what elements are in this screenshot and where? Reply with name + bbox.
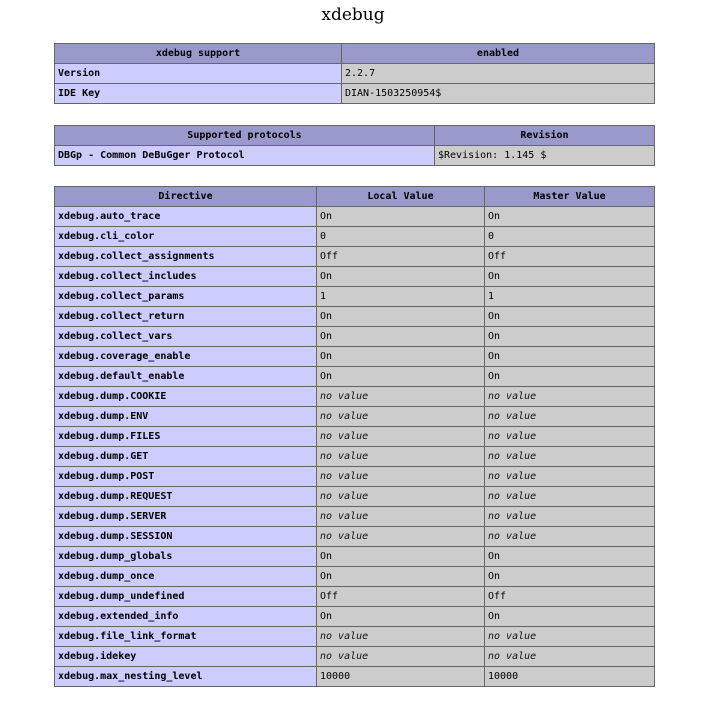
table-row <box>55 467 655 487</box>
local-value: On <box>317 547 485 567</box>
table-row <box>55 207 655 227</box>
table-row <box>55 347 655 367</box>
directive-name: xdebug.default_enable <box>55 367 317 387</box>
local-value: no value <box>317 627 485 647</box>
table-row <box>55 407 655 427</box>
table-row <box>55 587 655 607</box>
table-row <box>55 667 655 687</box>
local-value: On <box>317 207 485 227</box>
master-value: On <box>485 267 655 287</box>
master-value: On <box>485 347 655 367</box>
table-row <box>55 507 655 527</box>
master-value: no value <box>485 447 655 467</box>
master-value: no value <box>485 647 655 667</box>
directive-name: xdebug.auto_trace <box>55 207 317 227</box>
master-value: On <box>485 327 655 347</box>
setting-key: Version <box>55 64 342 84</box>
local-value: On <box>317 307 485 327</box>
table-row <box>55 287 655 307</box>
local-value: no value <box>317 407 485 427</box>
local-value: 10000 <box>317 667 485 687</box>
local-value: 0 <box>317 227 485 247</box>
directive-name: xdebug.dump.FILES <box>55 427 317 447</box>
table-row <box>55 327 655 347</box>
table-row <box>55 146 655 166</box>
local-value: no value <box>317 507 485 527</box>
directives-table <box>54 186 655 687</box>
directive-name: xdebug.max_nesting_level <box>55 667 317 687</box>
table-row <box>55 527 655 547</box>
master-value: no value <box>485 527 655 547</box>
directive-name: xdebug.extended_info <box>55 607 317 627</box>
local-value: On <box>317 327 485 347</box>
table-row <box>55 567 655 587</box>
directive-name: xdebug.dump.POST <box>55 467 317 487</box>
supported-protocols-table <box>54 125 655 166</box>
master-value: 10000 <box>485 667 655 687</box>
table-header-row <box>55 126 655 146</box>
column-header: Local Value <box>317 187 485 207</box>
master-value: no value <box>485 627 655 647</box>
local-value: 1 <box>317 287 485 307</box>
master-value: On <box>485 547 655 567</box>
master-value: On <box>485 307 655 327</box>
xdebug-support-table <box>54 43 655 104</box>
master-value: no value <box>485 467 655 487</box>
setting-value: 2.2.7 <box>342 64 655 84</box>
directive-name: xdebug.coverage_enable <box>55 347 317 367</box>
master-value: no value <box>485 427 655 447</box>
table-row <box>55 487 655 507</box>
directive-name: xdebug.dump.ENV <box>55 407 317 427</box>
directive-name: xdebug.file_link_format <box>55 627 317 647</box>
local-value: no value <box>317 427 485 447</box>
directive-name: xdebug.dump.GET <box>55 447 317 467</box>
directive-name: xdebug.dump.REQUEST <box>55 487 317 507</box>
column-header: Revision <box>435 126 655 146</box>
directive-name: xdebug.dump_once <box>55 567 317 587</box>
directive-name: xdebug.collect_includes <box>55 267 317 287</box>
table-row <box>55 307 655 327</box>
table-row <box>55 387 655 407</box>
master-value: On <box>485 567 655 587</box>
column-header: xdebug support <box>55 44 342 64</box>
page-title: xdebug <box>321 5 385 25</box>
table-row <box>55 447 655 467</box>
table-row <box>55 84 655 104</box>
table-row <box>55 427 655 447</box>
column-header: Master Value <box>485 187 655 207</box>
column-header: Supported protocols <box>55 126 435 146</box>
local-value: no value <box>317 387 485 407</box>
directive-name: xdebug.idekey <box>55 647 317 667</box>
setting-value: DIAN-1503250954$ <box>342 84 655 104</box>
table-row <box>55 607 655 627</box>
directive-name: xdebug.collect_params <box>55 287 317 307</box>
master-value: 1 <box>485 287 655 307</box>
table-row <box>55 267 655 287</box>
protocol-revision: $Revision: 1.145 $ <box>435 146 655 166</box>
local-value: no value <box>317 467 485 487</box>
table-row <box>55 227 655 247</box>
local-value: On <box>317 367 485 387</box>
local-value: Off <box>317 247 485 267</box>
protocol-name: DBGp - Common DeBuGger Protocol <box>55 146 435 166</box>
table-row <box>55 247 655 267</box>
directive-name: xdebug.dump_undefined <box>55 587 317 607</box>
directive-name: xdebug.collect_assignments <box>55 247 317 267</box>
local-value: On <box>317 267 485 287</box>
master-value: Off <box>485 247 655 267</box>
directive-name: xdebug.collect_return <box>55 307 317 327</box>
local-value: no value <box>317 447 485 467</box>
local-value: On <box>317 347 485 367</box>
table-row <box>55 627 655 647</box>
master-value: On <box>485 607 655 627</box>
local-value: no value <box>317 487 485 507</box>
column-header: Directive <box>55 187 317 207</box>
column-header: enabled <box>342 44 655 64</box>
directive-name: xdebug.collect_vars <box>55 327 317 347</box>
master-value: no value <box>485 507 655 527</box>
table-row <box>55 64 655 84</box>
master-value: no value <box>485 407 655 427</box>
local-value: no value <box>317 527 485 547</box>
table-header-row <box>55 187 655 207</box>
directive-name: xdebug.dump_globals <box>55 547 317 567</box>
directive-name: xdebug.dump.SESSION <box>55 527 317 547</box>
master-value: no value <box>485 487 655 507</box>
master-value: On <box>485 207 655 227</box>
local-value: Off <box>317 587 485 607</box>
table-row <box>55 367 655 387</box>
directive-name: xdebug.dump.COOKIE <box>55 387 317 407</box>
master-value: Off <box>485 587 655 607</box>
setting-key: IDE Key <box>55 84 342 104</box>
master-value: 0 <box>485 227 655 247</box>
local-value: no value <box>317 647 485 667</box>
master-value: On <box>485 367 655 387</box>
table-row <box>55 647 655 667</box>
directive-name: xdebug.dump.SERVER <box>55 507 317 527</box>
master-value: no value <box>485 387 655 407</box>
local-value: On <box>317 607 485 627</box>
directive-name: xdebug.cli_color <box>55 227 317 247</box>
table-header-row <box>55 44 655 64</box>
local-value: On <box>317 567 485 587</box>
table-row <box>55 547 655 567</box>
